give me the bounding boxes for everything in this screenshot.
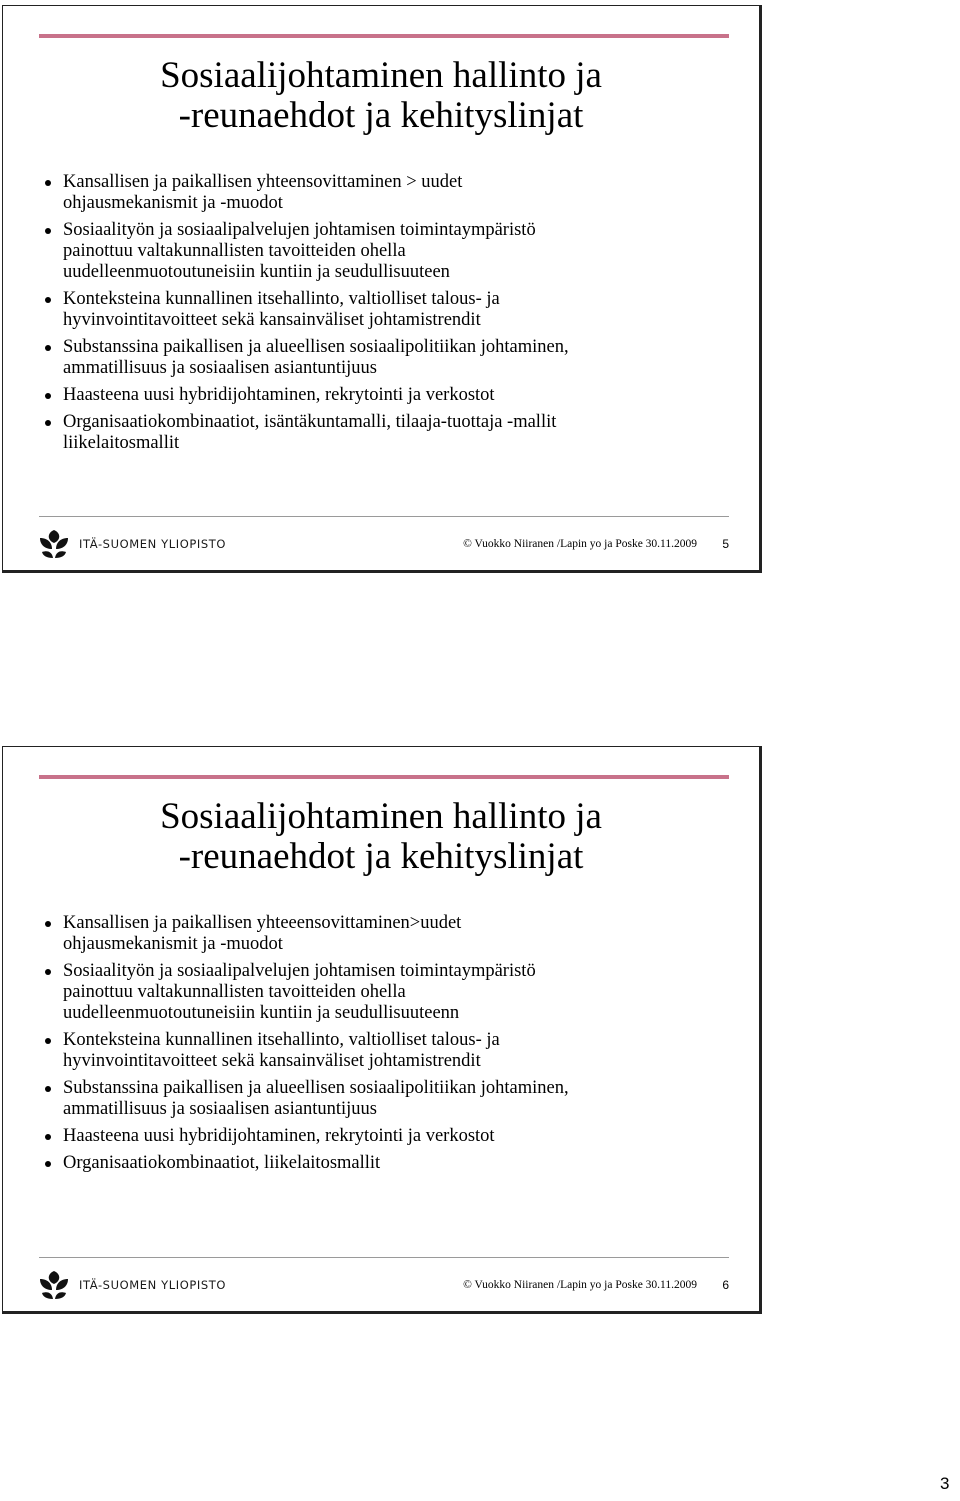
bullet-item: Kansallisen ja paikallisen yhteeensovittaminen>uudet ohjausmekanismit ja -muodot [43,913,733,955]
bullet-dot-icon [45,1086,51,1092]
bullet-dot-icon [45,180,51,186]
slide-footer: © Vuokko Niiranen /Lapin yo ja Poske 30.11.2009 [463,1279,697,1291]
slide-bottom-rule [39,516,729,517]
bullet-item: Sosiaalityön ja sosiaalipalvelujen johtamisen toimintaympäristö painottuu valtakunnallisten tavoitteiden ohella uudelleenmuotoutuneisiin kuntiin ja seudullisuuteen [43,220,733,283]
logo-wordmark: ITÄ-SUOMEN YLIOPISTO [79,537,227,551]
bullet-item: Substanssina paikallisen ja alueellisen sosiaalipolitiikan johtaminen, ammatillisuus ja sosiaalisen asiantuntijuus [43,1078,733,1120]
bullet-item: Sosiaalityön ja sosiaalipalvelujen johtamisen toimintaympäristö painottuu valtakunnallisten tavoitteiden ohella uudelleenmuotoutuneisiin kuntiin ja seudullisuuteenn [43,961,733,1024]
logo-wordmark: ITÄ-SUOMEN YLIOPISTO [79,1278,227,1292]
slide-title-line-2: -reunaehdot ja kehityslinjat [178,836,584,877]
slide-title [3,797,759,877]
bullet-item: Kansallisen ja paikallisen yhteensovittaminen > uudet ohjausmekanismit ja -muodot [43,172,733,214]
bullet-item: Konteksteina kunnallinen itsehallinto, valtiolliset talous- ja hyvinvointitavoitteet sekä kansainväliset johtamistrendit [43,1030,733,1072]
bullet-item: Organisaatiokombinaatiot, isäntäkuntamalli, tilaaja-tuottaja -mallit liikelaitosmallit [43,412,733,454]
bullet-dot-icon [45,345,51,351]
slide-bottom-rule [39,1257,729,1258]
slide-5 [2,5,762,573]
slide-number: 5 [722,537,729,551]
bullet-dot-icon [45,297,51,303]
bullet-dot-icon [45,921,51,927]
slide-title-line-2: -reunaehdot ja kehityslinjat [178,95,584,136]
slide-footer: © Vuokko Niiranen /Lapin yo ja Poske 30.11.2009 [463,538,697,550]
slide-top-rule [39,34,729,38]
slide-title [3,56,759,136]
bullet-list [43,913,733,1180]
university-leaf-logo-icon [37,1268,71,1302]
university-logo [37,526,226,562]
bullet-dot-icon [45,969,51,975]
bullet-item: Substanssina paikallisen ja alueellisen sosiaalipolitiikan johtaminen, ammatillisuus ja sosiaalisen asiantuntijuus [43,337,733,379]
bullet-item: Haasteena uusi hybridijohtaminen, rekrytointi ja verkostot [43,1126,733,1147]
bullet-dot-icon [45,393,51,399]
bullet-list [43,172,733,460]
bullet-item: Haasteena uusi hybridijohtaminen, rekrytointi ja verkostot [43,385,733,406]
page-number: 3 [940,1474,950,1493]
slide-top-rule [39,775,729,779]
bullet-dot-icon [45,1038,51,1044]
university-logo [37,1267,226,1303]
bullet-dot-icon [45,1161,51,1167]
slide-6 [2,746,762,1314]
university-leaf-logo-icon [37,527,71,561]
bullet-item: Organisaatiokombinaatiot, liikelaitosmallit [43,1153,733,1174]
slide-title-line-1: Sosiaalijohtaminen hallinto ja [160,55,602,96]
slide-number: 6 [722,1278,729,1292]
bullet-dot-icon [45,1134,51,1140]
bullet-dot-icon [45,420,51,426]
bullet-dot-icon [45,228,51,234]
slide-title-line-1: Sosiaalijohtaminen hallinto ja [160,796,602,837]
bullet-item: Konteksteina kunnallinen itsehallinto, valtiolliset talous- ja hyvinvointitavoitteet sekä kansainväliset johtamistrendit [43,289,733,331]
